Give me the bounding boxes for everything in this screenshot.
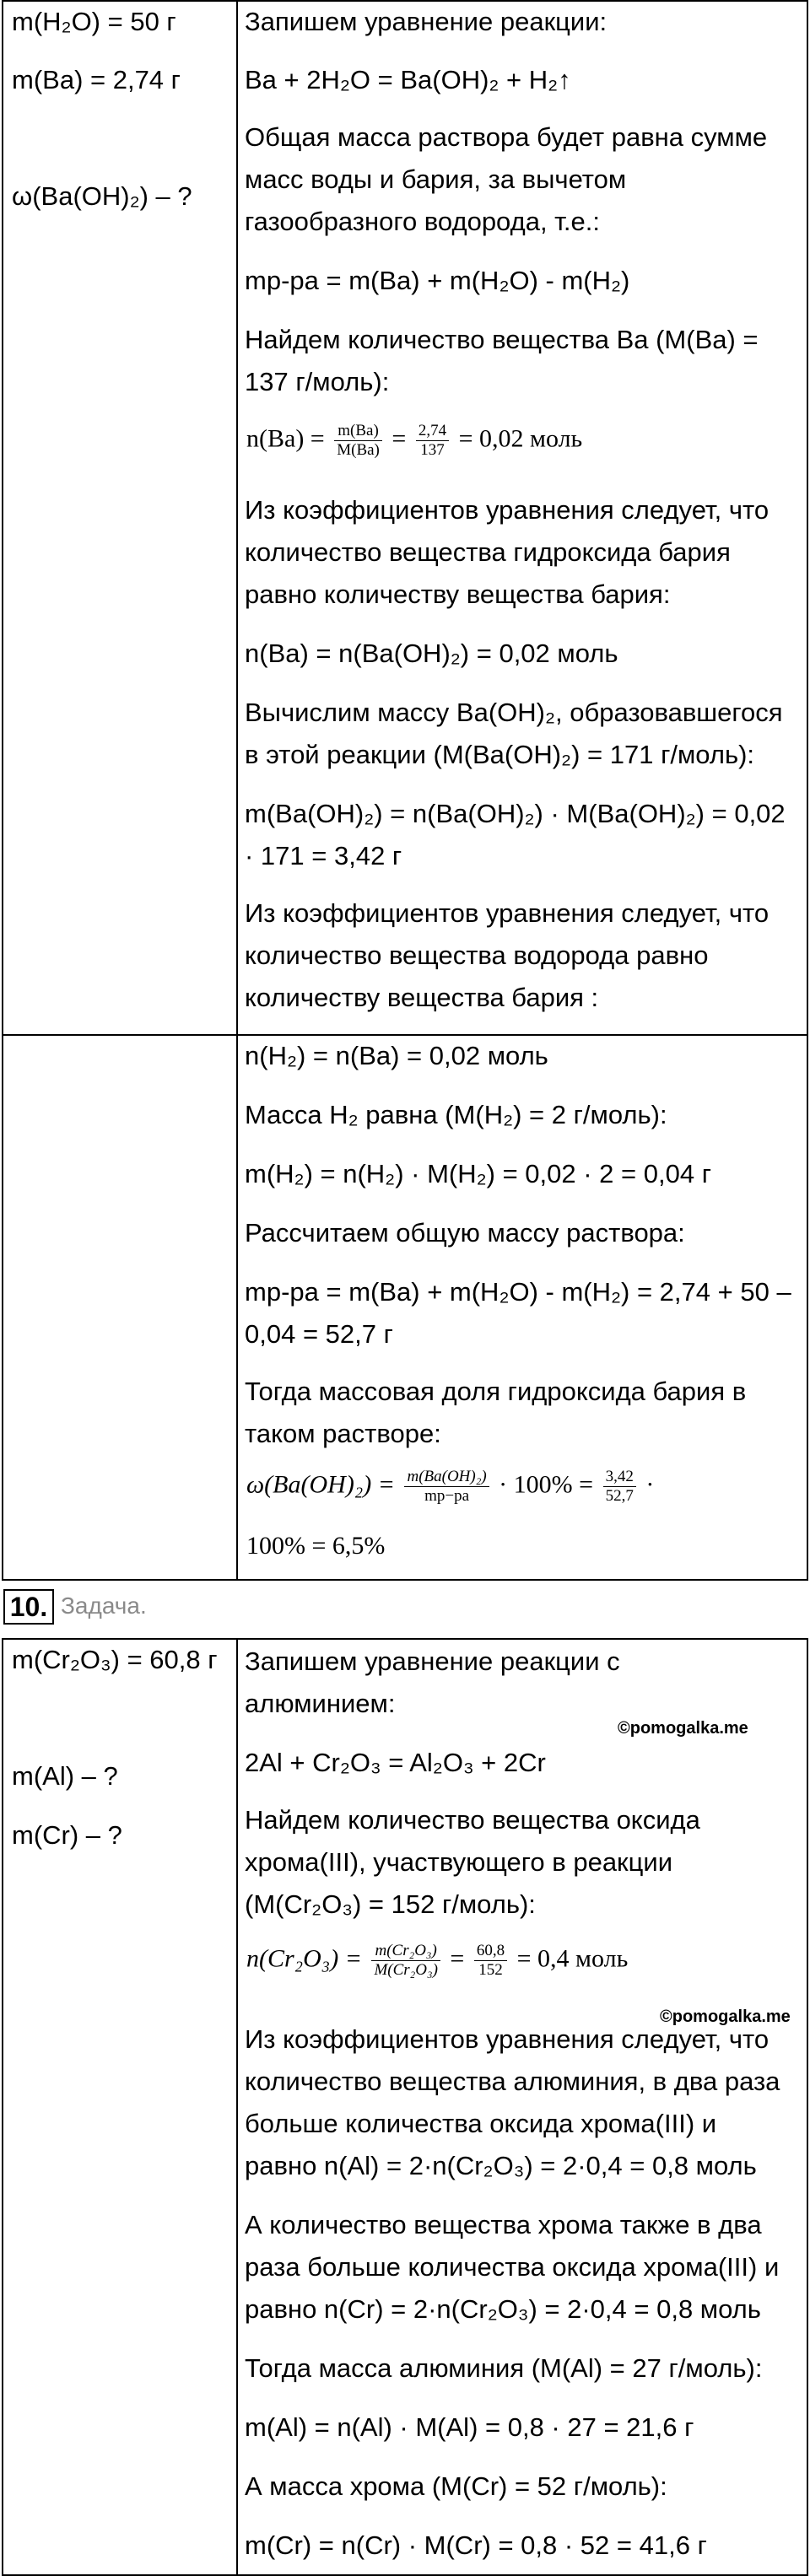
denominator: mр−ра	[424, 1487, 470, 1505]
solution-line: Из коэффициентов уравнения следует, что	[245, 495, 770, 525]
solution-line: Найдем количество вещества оксида	[245, 1805, 700, 1835]
given-column	[3, 2, 238, 1034]
solution-line: равно количеству вещества бария:	[245, 579, 671, 609]
denominator: 152	[478, 1961, 503, 1979]
numerator: m(Cr₂O₃)	[371, 1942, 440, 1961]
solution-line: количество вещества водорода равно	[245, 940, 709, 970]
solution-line: количество вещества алюминия, в два раза	[245, 2067, 780, 2096]
formula-mass-fraction	[246, 1468, 654, 1506]
solution-line: m(Ba(OH)₂) = n(Ba(OH)₂) · M(Ba(OH)₂) = 0,02	[245, 799, 786, 828]
solution-line: m(Cr) = n(Cr) · M(Cr) = 0,8 · 52 = 41,6 г	[245, 2530, 707, 2560]
given-line: ω(Ba(OH)₂) – ?	[12, 181, 192, 211]
solution-line: газообразного водорода, т.е.:	[245, 207, 601, 236]
formula-lhs: n(Cr₂O₃) =	[246, 1944, 362, 1973]
solution-line: А количество вещества хрома также в два	[245, 2210, 762, 2239]
solution-line: в этой реакции (M(Ba(OH)₂) = 171 г/моль):	[245, 740, 755, 769]
solution-line: · 171 = 3,42 г	[245, 841, 402, 870]
solution-line: А масса хрома (M(Cr) = 52 г/моль):	[245, 2471, 667, 2501]
solution-line: mр-ра = m(Ba) + m(H₂O) - m(H₂)	[245, 266, 630, 295]
formula-lhs: n(Ba) =	[246, 424, 325, 453]
numerator: 3,42	[603, 1468, 636, 1487]
solution-line: 0,04 = 52,7 г	[245, 1319, 393, 1349]
solution-line: Общая масса раствора будет равна сумме	[245, 122, 768, 152]
given-line: m(H₂O) = 50 г	[12, 7, 176, 36]
numerator: 2,74	[416, 422, 449, 441]
solution-line: Найдем количество вещества Ba (M(Ba) =	[245, 325, 759, 354]
watermark: ©pomogalka.me	[660, 2007, 791, 2026]
given-line: m(Cr) – ?	[12, 1820, 122, 1850]
fraction	[334, 422, 382, 460]
formula-tail: ·	[645, 1470, 655, 1499]
task-number: 10.	[3, 1589, 54, 1625]
solution-line: количеству вещества бария :	[245, 983, 599, 1012]
fraction	[474, 1942, 507, 1980]
numerator: m(Ba)	[334, 422, 382, 441]
denominator: M(Cr₂O₃)	[374, 1961, 438, 1979]
formula-result: = 0,4 моль	[516, 1944, 629, 1973]
denominator: 52,7	[605, 1487, 634, 1505]
solution-line: m(Al) = n(Al) · M(Al) = 0,8 · 27 = 21,6 г	[245, 2412, 694, 2442]
solution-line: Запишем уравнение реакции с	[245, 1646, 620, 1676]
solution-line: раза больше количества оксида хрома(III) и	[245, 2252, 780, 2282]
fraction	[603, 1468, 636, 1506]
solution-line: больше количества оксида хрома(III) и	[245, 2109, 717, 2138]
solution-line: Ba + 2H₂O = Ba(OH)₂ + H₂↑	[245, 65, 571, 94]
fraction	[371, 1942, 440, 1980]
formula-eq: =	[450, 1944, 465, 1973]
formula-mid: · 100% =	[499, 1470, 594, 1499]
watermark: ©pomogalka.me	[618, 1719, 748, 1738]
formula-lhs: ω(Ba(OH)₂) =	[246, 1470, 395, 1499]
given-column	[3, 1036, 238, 1579]
solution-line: равно n(Cr) = 2·n(Cr₂O₃) = 2·0,4 = 0,8 моль	[245, 2294, 761, 2324]
solution-line: хрома(III), участвующего в реакции	[245, 1847, 673, 1877]
solution-line: Масса H₂ равна (M(H₂) = 2 г/моль):	[245, 1100, 667, 1129]
formula-n-cr2o3	[246, 1942, 628, 1980]
denominator: 137	[420, 441, 445, 459]
solution-line: 2Al + Cr₂O₃ = Al₂O₃ + 2Cr	[245, 1748, 546, 1777]
solution-line: Из коэффициентов уравнения следует, что	[245, 2024, 770, 2054]
solution-line: m(H₂) = n(H₂) · M(H₂) = 0,02 · 2 = 0,04 г	[245, 1159, 712, 1188]
solution-line: Тогда массовая доля гидроксида бария в	[245, 1377, 747, 1406]
task-label: Задача.	[61, 1592, 147, 1619]
solution-line: Вычислим массу Ba(OH)₂, образовавшегося	[245, 698, 783, 727]
solution-line: mр-ра = m(Ba) + m(H₂O) - m(H₂) = 2,74 + 50 –	[245, 1277, 791, 1307]
solution-line: Из коэффициентов уравнения следует, что	[245, 898, 770, 928]
solution-table-1	[2, 0, 808, 1036]
solution-line: Запишем уравнение реакции:	[245, 7, 608, 36]
given-column	[3, 1640, 238, 2574]
given-line: m(Cr₂O₃) = 60,8 г	[12, 1645, 218, 1674]
solution-table-2	[2, 1034, 808, 1581]
fraction	[416, 422, 449, 460]
solution-table-3	[2, 1638, 808, 2576]
formula-n-ba	[246, 422, 582, 460]
solution-line: количество вещества гидроксида бария	[245, 537, 731, 567]
solution-line: масс воды и бария, за вычетом	[245, 164, 627, 194]
solution-line: n(Ba) = n(Ba(OH)₂) = 0,02 моль	[245, 639, 618, 668]
numerator: m(Ba(OH)₂)	[404, 1468, 489, 1487]
numerator: 60,8	[474, 1942, 507, 1961]
formula-result-line: 100% = 6,5%	[246, 1532, 386, 1560]
fraction	[404, 1468, 489, 1506]
formula-eq: =	[392, 424, 407, 453]
solution-line: 137 г/моль):	[245, 367, 390, 396]
solution-line: таком растворе:	[245, 1419, 441, 1448]
given-line: m(Ba) = 2,74 г	[12, 65, 181, 94]
solution-line: (M(Cr₂O₃) = 152 г/моль):	[245, 1889, 536, 1919]
solution-line: Рассчитаем общую массу раствора:	[245, 1218, 685, 1248]
formula-result: = 0,02 моль	[458, 424, 583, 453]
solution-line: равно n(Al) = 2·n(Cr₂O₃) = 2·0,4 = 0,8 моль	[245, 2151, 757, 2180]
denominator: M(Ba)	[337, 441, 380, 459]
solution-line: Тогда масса алюминия (M(Al) = 27 г/моль):	[245, 2353, 763, 2383]
solution-line: алюминием:	[245, 1689, 396, 1718]
given-line: m(Al) – ?	[12, 1761, 118, 1791]
solution-line: n(H₂) = n(Ba) = 0,02 моль	[245, 1041, 548, 1070]
